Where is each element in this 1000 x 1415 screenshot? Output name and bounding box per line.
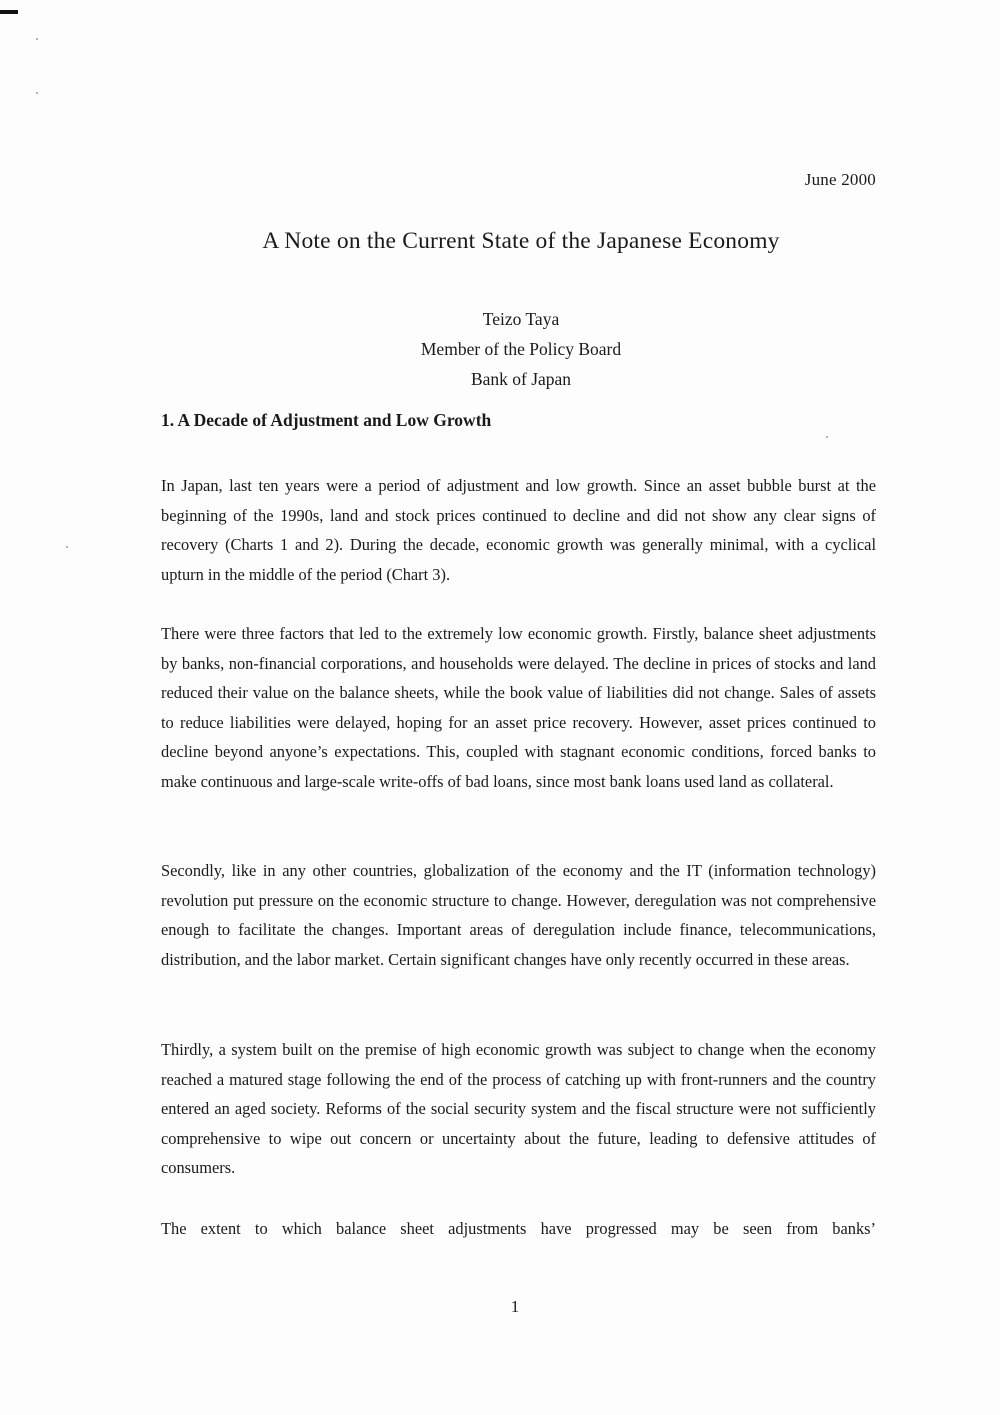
scan-speck: [826, 436, 828, 438]
section-heading: 1. A Decade of Adjustment and Low Growth: [161, 410, 492, 430]
author-position: Member of the Policy Board: [420, 339, 622, 359]
scan-speck: [36, 92, 38, 94]
scan-speck: [66, 546, 68, 548]
document-date: June 2000: [804, 170, 876, 189]
author-institution: Bank of Japan: [470, 369, 572, 389]
paragraph: Secondly, like in any other countries, globalization of the economy and the IT (information technology) revolution put pressure on the economic structure to change. However, deregulation was not comprehensive enough to facilitate the changes. Important areas of deregulation include finance, telecommunications, distribution, and the labor market. Certain significant changes have only recently occurred in these areas.: [161, 861, 876, 969]
author-name: Teizo Taya: [482, 309, 560, 329]
paragraph: The extent to which balance sheet adjustments have progressed may be seen from banks’: [161, 1219, 876, 1238]
scan-edge-mark: [0, 10, 18, 14]
page-number: 1: [510, 1297, 520, 1316]
paragraph: There were three factors that led to the extremely low economic growth. Firstly, balance sheet adjustments by banks, non-financial corporations, and households were delayed. The decline in prices of stocks and land reduced their value on the balance sheets, while the book value of liabilities did not change. Sales of assets to reduce liabilities were delayed, hoping for an asset price recovery. However, asset prices continued to decline beyond anyone’s expectations. This, coupled with stagnant economic conditions, forced banks to make continuous and large-scale write-offs of bad loans, since most bank loans used land as collateral.: [161, 624, 876, 791]
paragraph: Thirdly, a system built on the premise of high economic growth was subject to change when the economy reached a matured stage following the end of the process of catching up with front-runners and the country entered an aged society. Reforms of the social security system and the fiscal structure were not sufficiently comprehensive to wipe out concern or uncertainty about the future, leading to defensive attitudes of consumers.: [161, 1040, 876, 1177]
paragraph: In Japan, last ten years were a period of adjustment and low growth. Since an asset bubble burst at the beginning of the 1990s, land and stock prices continued to decline and did not show any clear signs of recovery (Charts 1 and 2). During the decade, economic growth was generally minimal, with a cyclical upturn in the middle of the period (Chart 3).: [161, 476, 876, 584]
scan-speck: [36, 38, 38, 40]
document-title: A Note on the Current State of the Japanese Economy: [262, 228, 780, 254]
author-block: [0, 304, 1000, 394]
